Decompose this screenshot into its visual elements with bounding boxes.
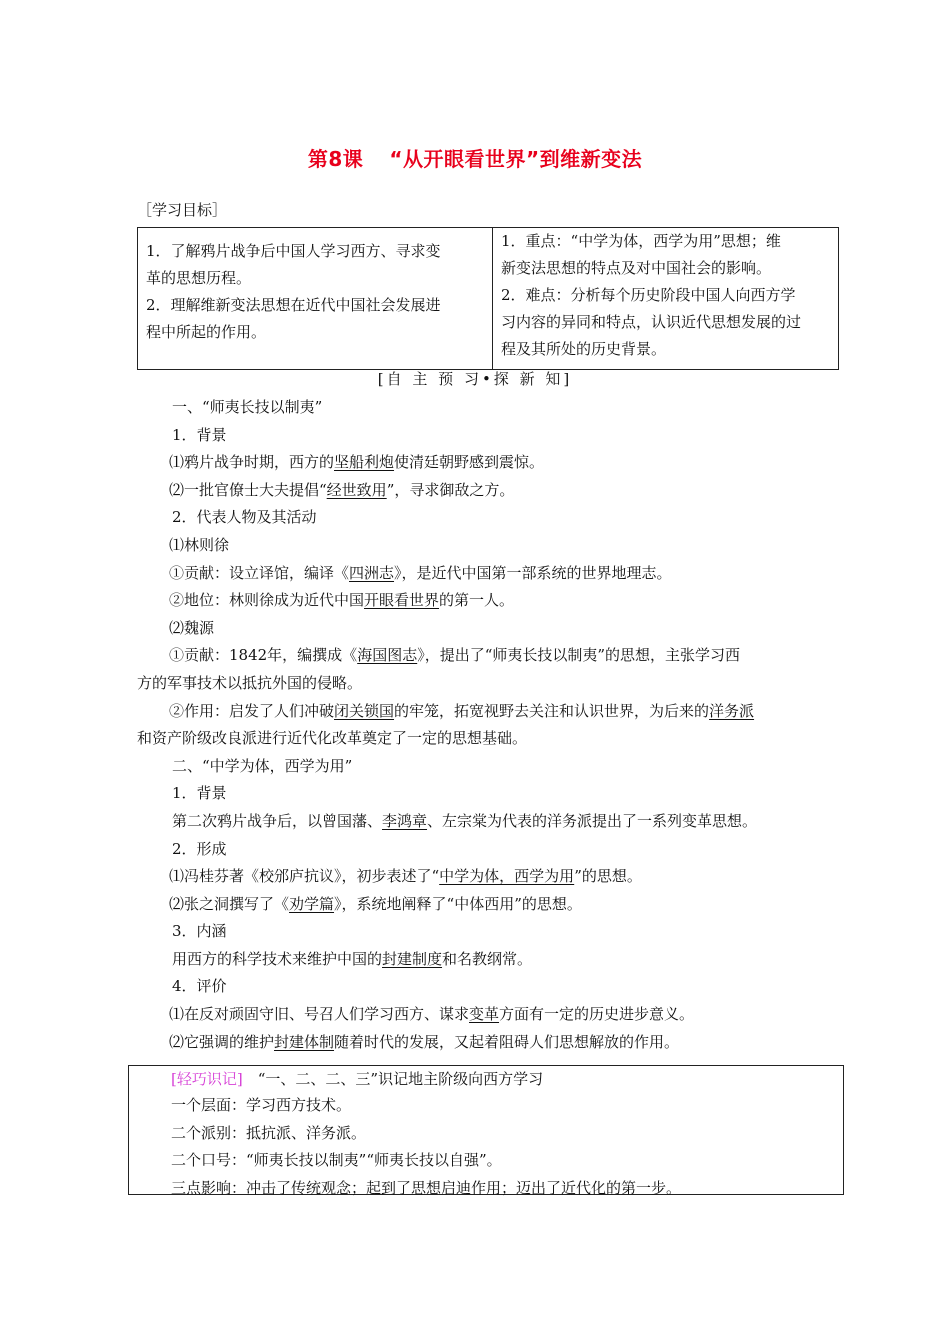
text-line [137, 449, 842, 477]
text-line [137, 891, 842, 919]
text-span: ”，寻求御敌之方。 [386, 480, 515, 499]
subheading: 4．评价 [172, 977, 227, 996]
key-point-line: 习内容的异同和特点，认识近代思想发展的过 [501, 313, 802, 331]
text-span: ⑴鸦片战争时期，西方的 [169, 453, 335, 472]
text-span: 用西方的科学技术来维护中国的 [172, 949, 383, 968]
text-span: 的牢笼，拓宽视野去关注和认识世界，为后来的 [394, 701, 710, 720]
key-term: 经世致用 [326, 480, 387, 499]
objectives-left-cell [138, 228, 493, 370]
text-line [137, 946, 842, 974]
text-span: ⑵张之洞撰写了《 [169, 894, 290, 913]
objectives-table [137, 227, 839, 370]
text-line: 和资产阶级改良派进行近代化改革奠定了一定的思想基础。 [137, 729, 528, 748]
text-span: 随着时代的发展，又起着阻碍人们思想解放的作用。 [334, 1032, 680, 1051]
key-term: 闭关锁国 [334, 701, 395, 720]
text-line: 方的军事技术以抵抗外国的侵略。 [137, 673, 363, 692]
text-span: 》，是近代中国第一部系统的世界地理志。 [394, 563, 672, 582]
text-span: 和名教纲常。 [442, 949, 533, 968]
key-term: 封建体制 [274, 1032, 335, 1051]
text-line [137, 560, 842, 588]
section-heading: 二、“中学为体，西学为用” [172, 756, 353, 775]
subheading: ⑵魏源 [169, 618, 215, 637]
text-span: ②作用：启发了人们冲破 [169, 701, 335, 720]
key-point-line: 新变法思想的特点及对中国社会的影响。 [501, 259, 772, 277]
text-span: 》，提出了“师夷长技以制夷”的思想，主张学习西 [417, 646, 741, 665]
text-line [137, 1029, 842, 1057]
key-term: 封建制度 [382, 949, 443, 968]
subheading: 2．形成 [172, 839, 227, 858]
text-span: 方面有一定的历史进步意义。 [499, 1005, 695, 1024]
text-span: 、左宗棠为代表的洋务派提出了一系列变革思想。 [427, 811, 758, 830]
text-span: ②地位：林则徐成为近代中国 [169, 591, 365, 610]
tip-line: 二个派别：抵抗派、洋务派。 [171, 1123, 367, 1142]
text-span: 第二次鸦片战争后，以曾国藩、 [172, 811, 383, 830]
tip-heading: “一、二、二、三”识记地主阶级向西方学习 [257, 1070, 544, 1088]
key-term: 开眼看世界 [364, 591, 440, 610]
objective-line: 程中所起的作用。 [146, 323, 267, 341]
text-line [137, 1001, 842, 1029]
tip-line: 一个层面：学习西方技术。 [171, 1096, 352, 1114]
key-term: 劝学篇 [289, 894, 335, 913]
subheading: 2．代表人物及其活动 [172, 508, 317, 527]
text-line [137, 642, 842, 670]
subheading: 1．背景 [172, 784, 227, 803]
text-span: ⑵它强调的维护 [169, 1032, 275, 1051]
text-span: ⑵一批官僚士大夫提倡“ [169, 480, 327, 499]
objectives-right-cell [493, 228, 839, 370]
key-term: 变革 [469, 1005, 500, 1024]
key-point-line: 程及其所处的历史背景。 [501, 340, 667, 358]
memory-tip-box [128, 1065, 844, 1195]
text-line [137, 808, 842, 836]
key-term: 中学为体，西学为用 [439, 867, 575, 886]
subheading: ⑴林则徐 [169, 535, 230, 554]
subheading: 1．背景 [172, 425, 227, 444]
key-point-line: 2．难点：分析每个历史阶段中国人向西方学 [501, 286, 796, 304]
section-heading: 一、“师夷长技以制夷” [172, 398, 323, 416]
key-term: 洋务派 [709, 701, 755, 720]
text-span: 》，系统地阐释了“中体西用”的思想。 [334, 894, 582, 913]
objective-line: 1．了解鸦片战争后中国人学习西方、寻求变 [146, 242, 441, 260]
key-point-line: 1．重点：“中学为体，西学为用”思想；维 [501, 232, 781, 250]
text-span: ⑴冯桂芬著《校邠庐抗议》，初步表述了“ [169, 867, 440, 886]
key-term: 李鸿章 [382, 811, 428, 830]
lesson-title [0, 143, 950, 172]
text-span: ①贡献：设立译馆，编译《 [169, 563, 350, 582]
tip-heading-line [129, 1066, 843, 1092]
text-line [137, 477, 842, 505]
tip-line: 三点影响：冲击了传统观念；起到了思想启迪作用；迈出了近代化的第一步。 [171, 1178, 682, 1197]
lesson-number: 第8课 [307, 147, 364, 171]
text-span: ①贡献：1842年，编撰成《 [169, 646, 358, 665]
lesson-topic: “从开眼看世界”到维新变法 [389, 147, 643, 171]
tip-tag: [轻巧识记] [171, 1070, 243, 1088]
tip-line: 二个口号：“师夷长技以制夷”“师夷长技以自强”。 [171, 1151, 502, 1170]
text-span: 使清廷朝野感到震惊。 [394, 453, 545, 472]
text-line [137, 863, 842, 891]
key-term: 海国图志 [357, 646, 418, 665]
key-term: 四洲志 [349, 563, 395, 582]
subheading: 3．内涵 [172, 922, 227, 941]
section-bar: [自 主 预 习•探 新 知] [377, 370, 573, 388]
text-span: ⑴在反对顽固守旧、号召人们学习西方、谋求 [169, 1005, 470, 1024]
text-span: ”的思想。 [574, 867, 642, 886]
text-line [137, 698, 842, 726]
content-body [137, 394, 842, 1056]
text-span: 的第一人。 [439, 591, 515, 610]
objective-line: 革的思想历程。 [146, 269, 252, 287]
key-term: 坚船利炮 [334, 453, 395, 472]
text-line [137, 587, 842, 615]
objective-line: 2．理解维新变法思想在近代中国社会发展进 [146, 296, 441, 314]
objectives-heading: ［学习目标］ [137, 201, 228, 219]
